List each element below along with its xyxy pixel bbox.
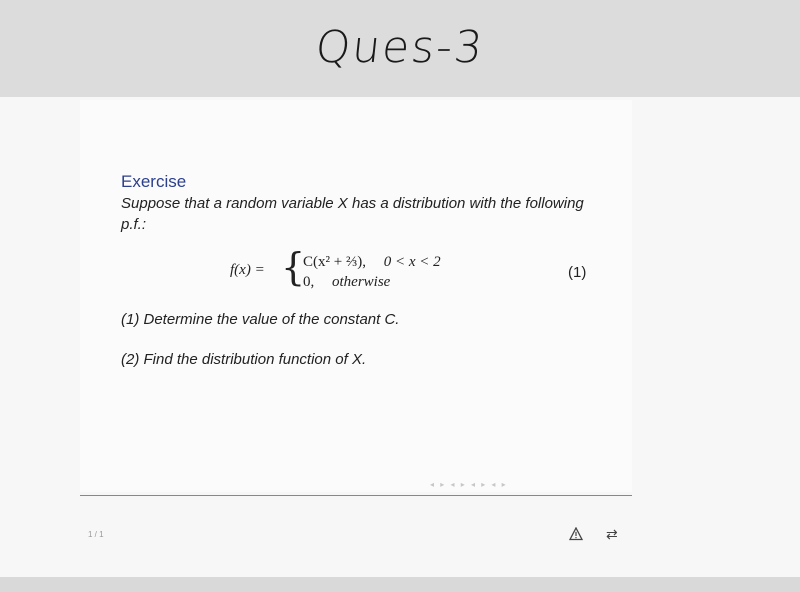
equation-brace: {: [281, 245, 306, 289]
question-part-1: (1) Determine the value of the constant C.: [121, 311, 400, 328]
bottom-band: [0, 577, 800, 592]
exercise-intro: Suppose that a random variable X has a distribution with the following p.f.:: [121, 195, 584, 233]
question-title: Ques-3: [313, 22, 487, 73]
exercise-title: Exercise: [121, 172, 187, 191]
question-part-2: (2) Find the distribution function of X.: [121, 351, 367, 368]
case1-expression: C(x² + ⅔),: [303, 254, 366, 270]
slide-divider: [80, 495, 632, 496]
equation-number: (1): [568, 264, 587, 281]
page-indicator: 1 / 1: [88, 530, 104, 539]
swap-icon[interactable]: ⇄: [606, 526, 618, 542]
equation-case-1: [303, 254, 441, 271]
slide-navigation-symbols[interactable]: ◂ ▸ ◂ ▸ ◂ ▸ ◂ ▸: [430, 480, 508, 489]
case2-expression: 0,: [303, 274, 315, 290]
slide: [80, 100, 632, 492]
case1-condition: 0 < x < 2: [383, 254, 441, 270]
equation-lhs: f(x) =: [230, 262, 265, 278]
warning-icon[interactable]: [569, 527, 583, 541]
header-band: [0, 0, 800, 97]
equation-case-2: [303, 274, 390, 291]
case2-condition: otherwise: [332, 274, 391, 290]
